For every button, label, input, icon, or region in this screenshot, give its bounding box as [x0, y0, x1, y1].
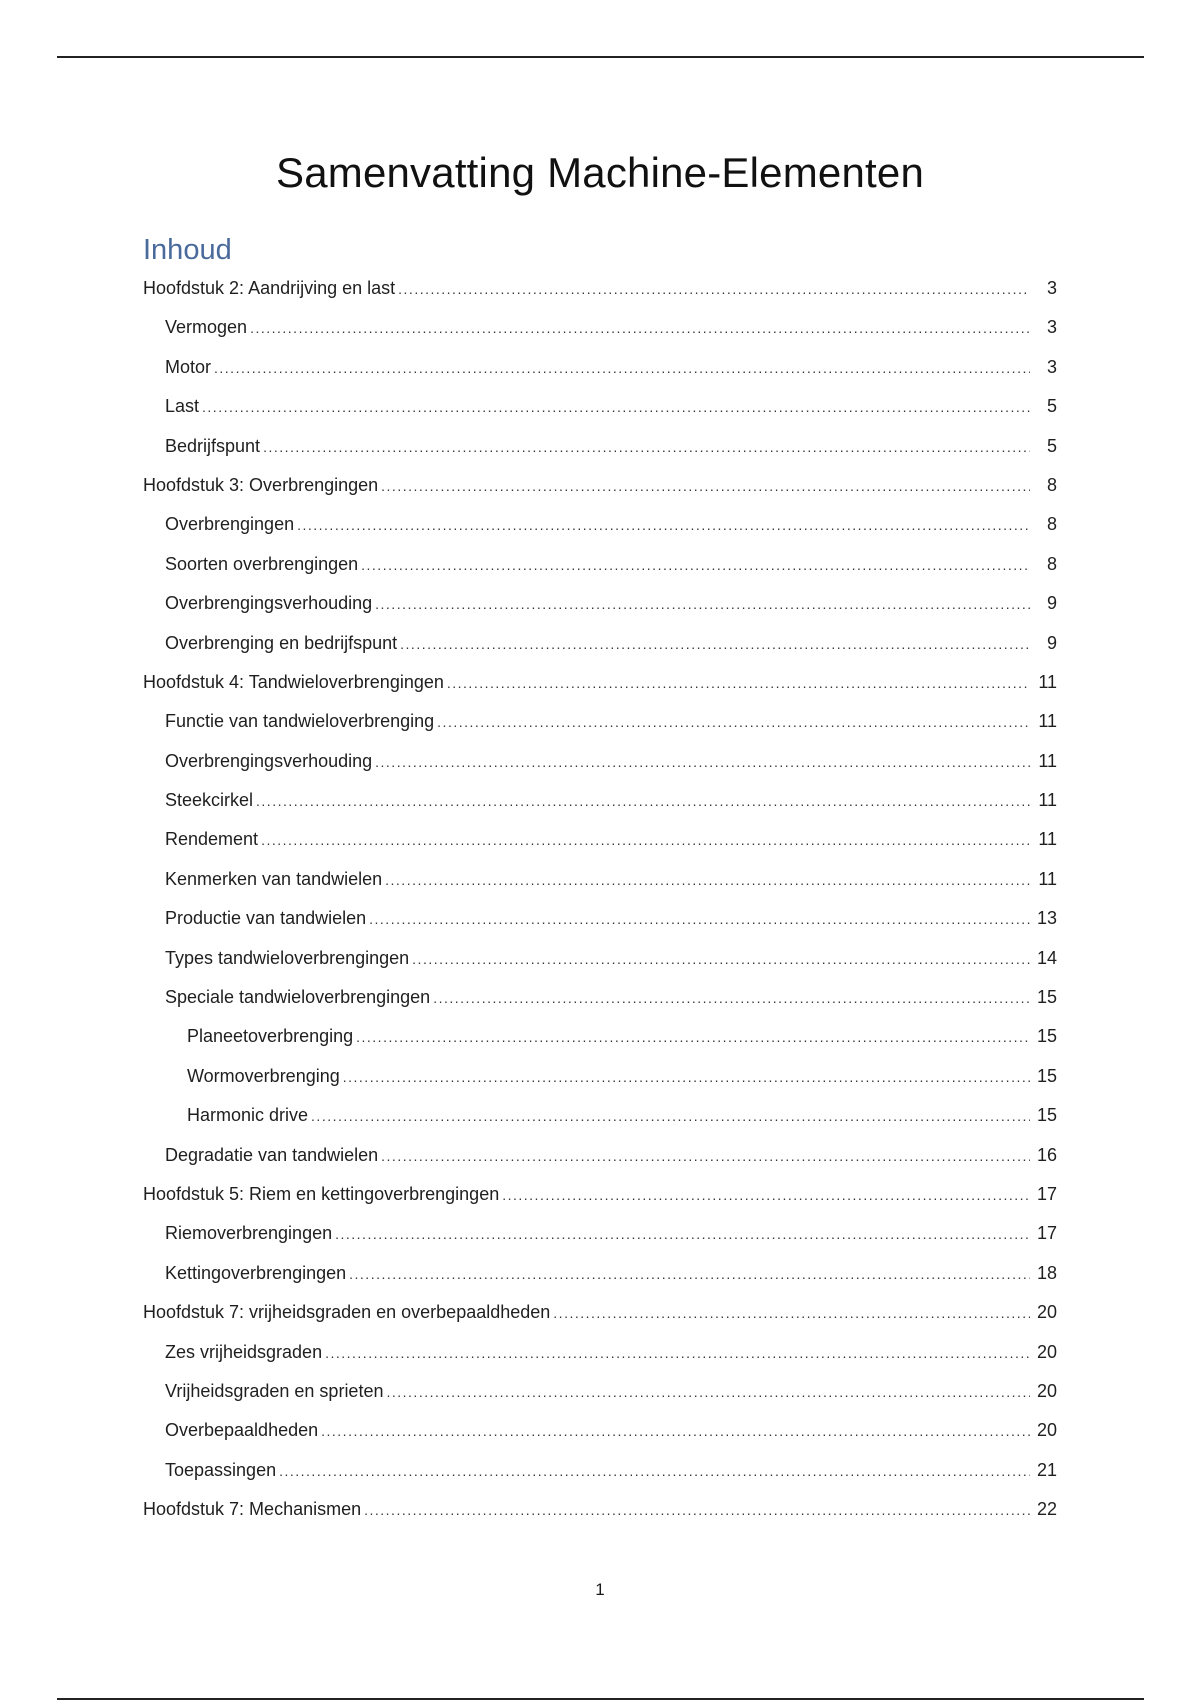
page-number: 1 — [595, 1580, 605, 1599]
toc-entry-level-3[interactable] — [143, 1062, 1057, 1101]
toc-entry-title: Speciale tandwieloverbrengingen — [165, 987, 431, 1008]
toc-dot-leader — [400, 630, 1030, 658]
toc-entry-page: 5 — [1046, 396, 1057, 417]
toc-entry-title: Last — [165, 396, 200, 417]
toc-entry-title: Functie van tandwieloverbrenging — [165, 711, 435, 732]
toc-entry-page: 15 — [1036, 1026, 1057, 1047]
toc-entry-page: 13 — [1036, 908, 1057, 929]
document-title: Samenvatting Machine-Elementen — [275, 149, 925, 196]
toc-entry-title: Rendement — [165, 829, 259, 850]
toc-dot-leader — [412, 945, 1030, 973]
toc-entry-page: 17 — [1036, 1183, 1057, 1204]
toc-entry-title: Steekcirkel — [165, 790, 254, 811]
toc-entry-level-3[interactable] — [143, 1022, 1057, 1061]
toc-entry-title: Wormoverbrenging — [187, 1065, 340, 1086]
toc-entry-title: Overbrengingsverhouding — [165, 593, 373, 614]
toc-entry-title: Overbrenging en bedrijfspunt — [165, 632, 398, 653]
toc-dot-leader — [297, 511, 1030, 539]
toc-entry-page: 11 — [1038, 671, 1057, 692]
toc-entry-title: Harmonic drive — [187, 1105, 309, 1126]
toc-entry-title: Overbepaaldheden — [165, 1420, 319, 1441]
toc-entry-title: Motor — [165, 356, 212, 377]
toc-entry-page: 21 — [1036, 1459, 1057, 1480]
toc-entry-level-2[interactable] — [143, 1338, 1057, 1377]
toc-entry-title: Zes vrijheidsgraden — [165, 1341, 323, 1362]
toc-entry-page: 15 — [1036, 1105, 1057, 1126]
toc-dot-leader — [261, 826, 1030, 854]
toc-entry-title: Riemoverbrengingen — [165, 1223, 333, 1244]
toc-entry-level-2[interactable] — [143, 1377, 1057, 1416]
toc-entry-page: 17 — [1036, 1223, 1057, 1244]
toc-entry-page: 20 — [1036, 1302, 1057, 1323]
toc-entry-title: Hoofdstuk 7: Mechanismen — [143, 1499, 362, 1520]
toc-entry-level-2[interactable] — [143, 1219, 1057, 1258]
toc-entry-page: 8 — [1046, 553, 1057, 574]
toc-entry-title: Hoofdstuk 5: Riem en kettingoverbrengingen — [143, 1183, 500, 1204]
toc-entry-level-2[interactable] — [143, 589, 1057, 628]
toc-dot-leader — [437, 708, 1030, 736]
toc-entry-level-2[interactable] — [143, 983, 1057, 1022]
toc-entry-title: Soorten overbrengingen — [165, 553, 359, 574]
toc-entry-level-2[interactable] — [143, 392, 1057, 431]
toc-entry-page: 15 — [1036, 987, 1057, 1008]
toc-entry-level-2[interactable] — [143, 1416, 1057, 1455]
toc-entry-level-2[interactable] — [143, 510, 1057, 549]
toc-dot-leader — [385, 866, 1030, 894]
toc-entry-page: 8 — [1046, 514, 1057, 535]
toc-dot-leader — [433, 984, 1030, 1012]
toc-dot-leader — [375, 590, 1030, 618]
toc-entry-level-1[interactable] — [143, 668, 1057, 707]
toc-entry-page: 11 — [1038, 750, 1057, 771]
toc-dot-leader — [361, 551, 1030, 579]
toc-entry-title: Hoofdstuk 7: vrijheidsgraden en overbepaaldheden — [143, 1302, 551, 1323]
toc-entry-title: Kettingoverbrengingen — [165, 1262, 347, 1283]
toc-entry-page: 22 — [1036, 1499, 1057, 1520]
toc-dot-leader — [250, 314, 1030, 342]
toc-dot-leader — [502, 1181, 1030, 1209]
toc-dot-leader — [263, 433, 1030, 461]
toc-entry-level-2[interactable] — [143, 353, 1057, 392]
toc-entry-title: Planeetoverbrenging — [187, 1026, 354, 1047]
toc-dot-leader — [325, 1339, 1030, 1367]
toc-entry-level-1[interactable] — [143, 1298, 1057, 1337]
toc-entry-page: 18 — [1036, 1262, 1057, 1283]
toc-entry-level-2[interactable] — [143, 550, 1057, 589]
toc-entry-level-2[interactable] — [143, 944, 1057, 983]
toc-entry-title: Hoofdstuk 2: Aandrijving en last — [143, 278, 396, 298]
toc-entry-level-1[interactable] — [143, 1495, 1057, 1534]
toc-entry-level-2[interactable] — [143, 1259, 1057, 1298]
toc-entry-title: Toepassingen — [165, 1459, 277, 1480]
toc-entry-page: 3 — [1046, 356, 1057, 377]
toc-entry-level-2[interactable] — [143, 747, 1057, 786]
toc-dot-leader — [311, 1102, 1030, 1130]
toc-entry-level-2[interactable] — [143, 313, 1057, 352]
toc-entry-level-2[interactable] — [143, 786, 1057, 825]
toc-entry-level-2[interactable] — [143, 865, 1057, 904]
toc-dot-leader — [349, 1260, 1030, 1288]
toc-entry-title: Types tandwieloverbrengingen — [165, 947, 410, 968]
toc-entry-level-2[interactable] — [143, 825, 1057, 864]
toc-entry-level-1[interactable] — [143, 1180, 1057, 1219]
toc-dot-leader — [214, 354, 1030, 382]
toc-dot-leader — [356, 1023, 1030, 1051]
toc-entry-page: 20 — [1036, 1420, 1057, 1441]
toc-entry-title: Hoofdstuk 3: Overbrengingen — [143, 474, 379, 495]
toc-entry-level-1[interactable] — [143, 471, 1057, 510]
toc-entry-level-2[interactable] — [143, 1141, 1057, 1180]
toc-entry-level-2[interactable] — [143, 432, 1057, 471]
toc-dot-leader — [369, 905, 1030, 933]
toc-entry-level-2[interactable] — [143, 629, 1057, 668]
toc-entry-page: 3 — [1046, 317, 1057, 338]
toc-dot-leader — [381, 1142, 1030, 1170]
toc-entry-page: 8 — [1046, 474, 1057, 495]
toc-entry-title: Productie van tandwielen — [165, 908, 367, 929]
toc-dot-leader — [202, 393, 1030, 421]
toc-entry-page: 20 — [1036, 1341, 1057, 1362]
toc-entry-page: 9 — [1046, 593, 1057, 614]
header-rule — [57, 56, 1144, 58]
table-of-contents — [143, 274, 1057, 1535]
toc-entry-level-2[interactable] — [143, 1456, 1057, 1495]
toc-dot-leader — [386, 1378, 1030, 1406]
toc-dot-leader — [364, 1496, 1030, 1524]
toc-entry-title: Bedrijfspunt — [165, 435, 261, 456]
toc-dot-leader — [335, 1220, 1030, 1248]
toc-entry-page: 20 — [1036, 1380, 1057, 1401]
toc-entry-title: Vrijheidsgraden en sprieten — [165, 1380, 384, 1401]
toc-entry-title: Degradatie van tandwielen — [165, 1144, 379, 1165]
toc-entry-page: 15 — [1036, 1065, 1057, 1086]
toc-entry-title: Hoofdstuk 4: Tandwieloverbrengingen — [143, 671, 444, 692]
toc-entry-page: 5 — [1046, 435, 1057, 456]
toc-entry-title: Overbrengingen — [165, 514, 295, 535]
toc-dot-leader — [279, 1457, 1030, 1485]
toc-entry-page: 11 — [1038, 711, 1057, 732]
toc-dot-leader — [375, 748, 1030, 776]
toc-dot-leader — [553, 1299, 1030, 1327]
toc-dot-leader — [256, 787, 1030, 815]
toc-entry-page: 11 — [1038, 829, 1057, 850]
toc-entry-title: Overbrengingsverhouding — [165, 750, 373, 771]
toc-entry-title: Vermogen — [165, 317, 248, 338]
toc-entry-page: 9 — [1046, 632, 1057, 653]
toc-entry-level-3[interactable] — [143, 1101, 1057, 1140]
toc-dot-leader — [321, 1417, 1030, 1445]
toc-dot-leader — [343, 1063, 1030, 1091]
toc-entry-page: 16 — [1036, 1144, 1057, 1165]
toc-dot-leader — [398, 275, 1030, 303]
toc-entry-title: Kenmerken van tandwielen — [165, 868, 383, 889]
toc-entry-page: 3 — [1046, 278, 1057, 298]
toc-entry-level-1[interactable] — [143, 274, 1057, 313]
toc-entry-page: 14 — [1036, 947, 1057, 968]
toc-entry-level-2[interactable] — [143, 707, 1057, 746]
toc-entry-level-2[interactable] — [143, 904, 1057, 943]
toc-heading: Inhoud — [143, 234, 232, 266]
toc-entry-page: 11 — [1038, 790, 1057, 811]
toc-dot-leader — [447, 669, 1030, 697]
toc-entry-page: 11 — [1038, 868, 1057, 889]
toc-dot-leader — [381, 472, 1030, 500]
